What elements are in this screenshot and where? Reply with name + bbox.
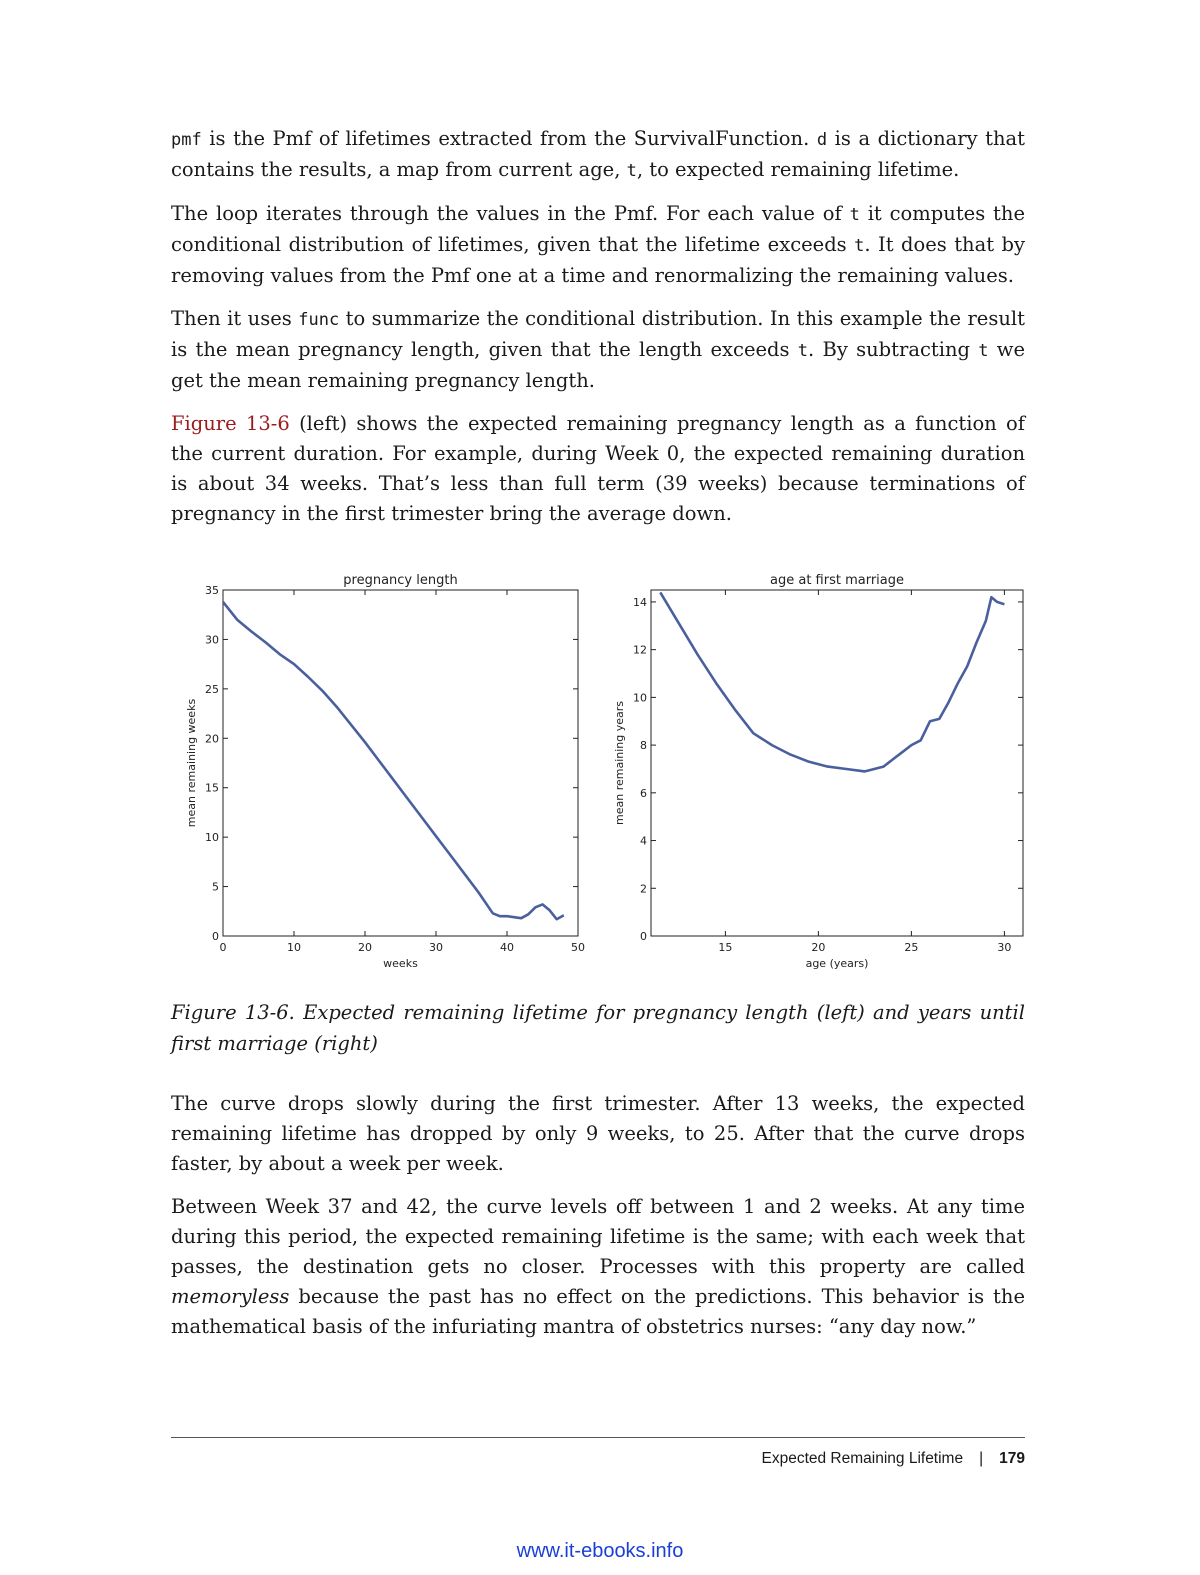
series-line xyxy=(223,602,564,919)
x-tick-label: 30 xyxy=(997,941,1012,954)
y-tick-label: 0 xyxy=(640,930,647,943)
y-tick-label: 5 xyxy=(212,880,219,894)
text-run: is the Pmf of lifetimes extracted from the SurvivalFunction. xyxy=(201,127,817,150)
x-tick-label: 30 xyxy=(429,941,443,954)
text-block-top xyxy=(171,124,1025,542)
y-axis-label: mean remaining weeks xyxy=(185,698,198,828)
paragraph xyxy=(171,304,1025,396)
inline-code: t xyxy=(797,341,809,361)
text-run: . By subtracting xyxy=(808,338,979,361)
watermark-link[interactable]: www.it-ebooks.info xyxy=(516,1540,684,1562)
paragraph xyxy=(171,1192,1025,1342)
page-number: 179 xyxy=(999,1450,1025,1467)
y-tick-label: 10 xyxy=(633,691,647,705)
text-run: Then it uses xyxy=(171,307,299,330)
figure-caption: Figure 13-6. Expected remaining lifetime for pregnancy length (left) and years until first marriage (right) xyxy=(171,1001,1025,1055)
x-tick-label: 15 xyxy=(718,941,733,954)
x-axis-label: age (years) xyxy=(805,957,869,970)
y-tick-label: 15 xyxy=(205,781,219,795)
y-tick-label: 35 xyxy=(205,584,219,597)
y-tick-label: 12 xyxy=(633,643,647,657)
text-block-bottom xyxy=(171,1089,1025,1355)
text-run: because the past has no effect on the predictions. This behavior is the mathematical basis of the infuriating mantra of obstetrics nurses: “any day now.” xyxy=(171,1285,1025,1338)
chart-title: age at first marriage xyxy=(770,573,904,588)
x-tick-label: 40 xyxy=(500,941,514,954)
emphasis: memoryless xyxy=(171,1285,290,1308)
text-run: to summarize the conditional distribution. In this example the result is the mean pregnancy length, given that the length exceeds xyxy=(171,307,1025,361)
y-tick-label: 30 xyxy=(205,633,219,647)
figure-link[interactable]: Figure 13-6 xyxy=(171,412,290,435)
y-tick-label: 10 xyxy=(205,831,219,845)
x-tick-label: 50 xyxy=(571,941,585,954)
x-tick-label: 10 xyxy=(287,941,301,954)
paragraph xyxy=(171,124,1025,186)
y-tick-label: 0 xyxy=(212,930,219,943)
x-tick-label: 20 xyxy=(811,941,826,954)
inline-code: t xyxy=(849,205,860,225)
text-run: it computes the conditional distribution of lifetimes, given that the lifetime exceeds xyxy=(171,202,1025,256)
y-tick-label: 4 xyxy=(640,834,647,848)
plot-frame xyxy=(223,590,578,936)
text-run: is a dictionary that contains the results, a map from current age, xyxy=(171,127,1025,181)
y-tick-label: 20 xyxy=(205,732,219,746)
inline-code: pmf xyxy=(171,130,202,150)
x-tick-label: 20 xyxy=(358,941,372,954)
paragraph xyxy=(171,409,1025,529)
y-tick-label: 2 xyxy=(640,882,647,896)
y-tick-label: 14 xyxy=(633,595,647,609)
chart-title: pregnancy length xyxy=(343,573,458,588)
footer-separator: | xyxy=(979,1450,984,1467)
text-run: we get the mean remaining pregnancy length. xyxy=(171,338,1025,392)
paragraph xyxy=(171,199,1025,291)
chart-pregnancy-length xyxy=(171,566,585,976)
text-run: , to expected remaining lifetime. xyxy=(636,158,960,181)
inline-code: t xyxy=(626,161,637,181)
inline-code: func xyxy=(298,310,340,330)
x-tick-label: 25 xyxy=(904,941,919,954)
footer-rule xyxy=(171,1437,1025,1438)
chart-age-first-marriage xyxy=(591,566,1031,976)
y-tick-label: 8 xyxy=(640,739,647,753)
inline-code: t xyxy=(854,236,865,256)
footer-section-title: Expected Remaining Lifetime xyxy=(761,1450,964,1467)
y-tick-label: 25 xyxy=(205,682,219,696)
inline-code: t xyxy=(978,341,989,361)
paragraph xyxy=(171,1089,1025,1179)
text-run: Between Week 37 and 42, the curve levels off between 1 and 2 weeks. At any time during this period, the expected remaining lifetime is the same; with each week that passes, the destination gets no closer. Processes with this property are called xyxy=(171,1195,1025,1278)
x-axis-label: weeks xyxy=(383,957,418,970)
text-run: (left) shows the expected remaining pregnancy length as a function of the current duration. For example, during Week 0, the expected remaining duration is about 34 weeks. That’s less than full term (39 weeks) because terminations of pregnancy in the first trimester bring the average down. xyxy=(171,412,1025,525)
x-tick-label: 0 xyxy=(219,941,227,954)
text-run: The loop iterates through the values in the Pmf. For each value of xyxy=(171,202,850,225)
series-line xyxy=(660,592,1004,771)
y-axis-label: mean remaining years xyxy=(613,700,626,826)
plot-frame xyxy=(651,590,1023,936)
page-footer xyxy=(761,1450,1025,1468)
y-tick-label: 6 xyxy=(640,786,647,800)
text-run: . It does that by removing values from the Pmf one at a time and renormalizing the remaining values. xyxy=(171,233,1025,287)
figure-13-6 xyxy=(171,566,1025,976)
inline-code: d xyxy=(816,130,828,150)
text-run: The curve drops slowly during the first trimester. After 13 weeks, the expected remaining lifetime has dropped by only 9 weeks, to 25. After that the curve drops faster, by about a week per week. xyxy=(171,1092,1025,1175)
